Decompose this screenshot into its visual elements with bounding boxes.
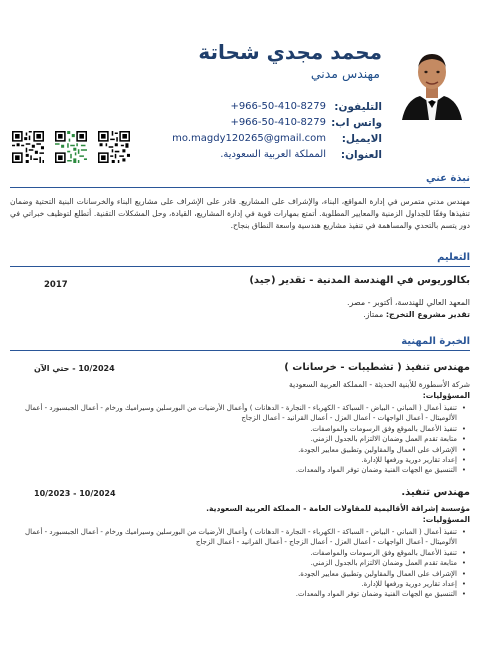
- responsibilities-label: المسؤوليات:: [422, 391, 470, 400]
- qr-code-icon[interactable]: [55, 131, 87, 163]
- list-item: • متابعة تقدم العمل وضمان الالتزام بالجدول الزمني.: [20, 434, 466, 444]
- job-title-header: مهندس مدني: [310, 66, 380, 81]
- contact-label: الايميل:: [341, 133, 382, 145]
- section-divider: [10, 266, 470, 267]
- company-name: شركة الأسطورة للأبنية الحديثة - المملكة العربية السعودية: [289, 380, 470, 389]
- institute-name: المعهد العالي للهندسة، أكتوبر - مصر.: [346, 298, 470, 307]
- list-item: • تنفيذ الأعمال بالموقع وفق الرسومات والمواصفات.: [20, 424, 466, 434]
- graduation-project: [363, 310, 470, 319]
- section-divider: [10, 187, 470, 188]
- list-item: • تنفيذ الأعمال بالموقع وفق الرسومات والمواصفات.: [20, 548, 466, 558]
- contact-email: [152, 133, 382, 148]
- contact-phone: [152, 101, 382, 116]
- job-date: 10/2024 - 10/2023: [34, 489, 116, 498]
- list-item: • الإشراف على العمال والمقاولين وتطبيق معايير الجودة.: [20, 445, 466, 455]
- candidate-name: محمد مجدي شحاتة: [198, 40, 382, 64]
- list-item: • إعداد تقارير دورية ورفعها للإدارة.: [20, 579, 466, 589]
- list-item: • متابعة تقدم العمل وضمان الالتزام بالجدول الزمني.: [20, 558, 466, 568]
- contact-value: المملكة العربية السعودية.: [220, 149, 326, 160]
- contact-label: التليفون:: [334, 101, 382, 113]
- contact-value[interactable]: mo.magdy120265@gmail.com: [172, 133, 326, 144]
- degree-title: بكالوريوس في الهندسة المدنية - تقدير (جيد): [249, 275, 470, 286]
- duties-list: [20, 527, 466, 600]
- about-text: مهندس مدني متمرس في إدارة المواقع، البناء، والإشراف على المشاريع. قادر على الإشراف على مشاريع البناء والخرسانات البنية التحتية وضمان تنفيذها وفقًا للجداول الزمنية والمعايير المطلوبة. أتمتع بمهارات قوية في إدارة المشاريع، القيادة، وحل المشكلات التقنية. أتطلع لتوظيف خبراتي في دور يتسم بالتحدي والمساهمة في تنفيذ مشاريع هندسية واسعة النطاق بنجاح.: [10, 197, 470, 230]
- contact-value[interactable]: +966-50-410-8279: [230, 101, 326, 112]
- list-item: • إعداد تقارير دورية ورفعها للإدارة.: [20, 455, 466, 465]
- qr-code-icon[interactable]: [98, 131, 130, 163]
- section-divider: [10, 350, 470, 351]
- contact-label: العنوان:: [340, 149, 382, 161]
- list-item: • التنسيق مع الجهات الفنية وضمان توفر المواد والمعدات.: [20, 589, 466, 599]
- duties-list: [20, 403, 466, 476]
- company-name: مؤسسة إشراقة الأقاليمية للمقاولات العامة - المملكة العربية السعودية.: [206, 504, 470, 513]
- project-label: تقدير مشروع التخرج:: [385, 310, 470, 319]
- list-item: • الإشراف على العمال والمقاولين وتطبيق معايير الجودة.: [20, 569, 466, 579]
- responsibilities-label: المسؤوليات:: [422, 515, 470, 524]
- job-date: 10/2024 - حتي الآن: [34, 364, 115, 373]
- section-heading-education: التعليم: [437, 252, 470, 263]
- contact-whatsapp: [152, 117, 382, 132]
- project-value: ممتاز.: [363, 310, 384, 319]
- list-item: • تنفيذ أعمال ( المباني - البياض - السباكة - الكهرباء - النجارة - الدهانات ) وأعمال الأرضيات من البورسلين وسيراميك ورخام - أعمال الجبسبورد - أعمال الألوميتال - أعمال الواجهات - أعمال العزل - أعمال الزجاج - أعمال القرانيد - أعمال الزجاج: [20, 527, 466, 548]
- list-item: • تنفيذ أعمال ( المباني - البياض - السباكة - الكهرباء - النجارة - الدهانات ) وأعمال الأرضيات من البورسلين وسيراميك ورخام - أعمال الجبسبورد - أعمال الألوميتال - أعمال الواجهات - أعمال العزل - أعمال القرانيد - أعمال الزجاج: [20, 403, 466, 424]
- contact-label: واتس اب:: [331, 117, 382, 129]
- list-item: • التنسيق مع الجهات الفنية وضمان توفر المواد والمعدات.: [20, 465, 466, 475]
- graduation-year: 2017: [44, 280, 68, 290]
- qr-codes: [12, 131, 130, 163]
- contact-address: [152, 149, 382, 164]
- section-heading-about: نبذة عني: [425, 173, 470, 184]
- contact-value[interactable]: +966-50-410-8279: [230, 117, 326, 128]
- section-heading-experience: الخبرة المهنية: [401, 336, 470, 347]
- qr-code-icon[interactable]: [12, 131, 44, 163]
- job-title: مهندس تنفيذ.: [401, 487, 470, 498]
- job-title: مهندس تنفيذ ( تشطيبات - خرسانات ): [284, 362, 470, 373]
- profile-photo: [398, 44, 466, 120]
